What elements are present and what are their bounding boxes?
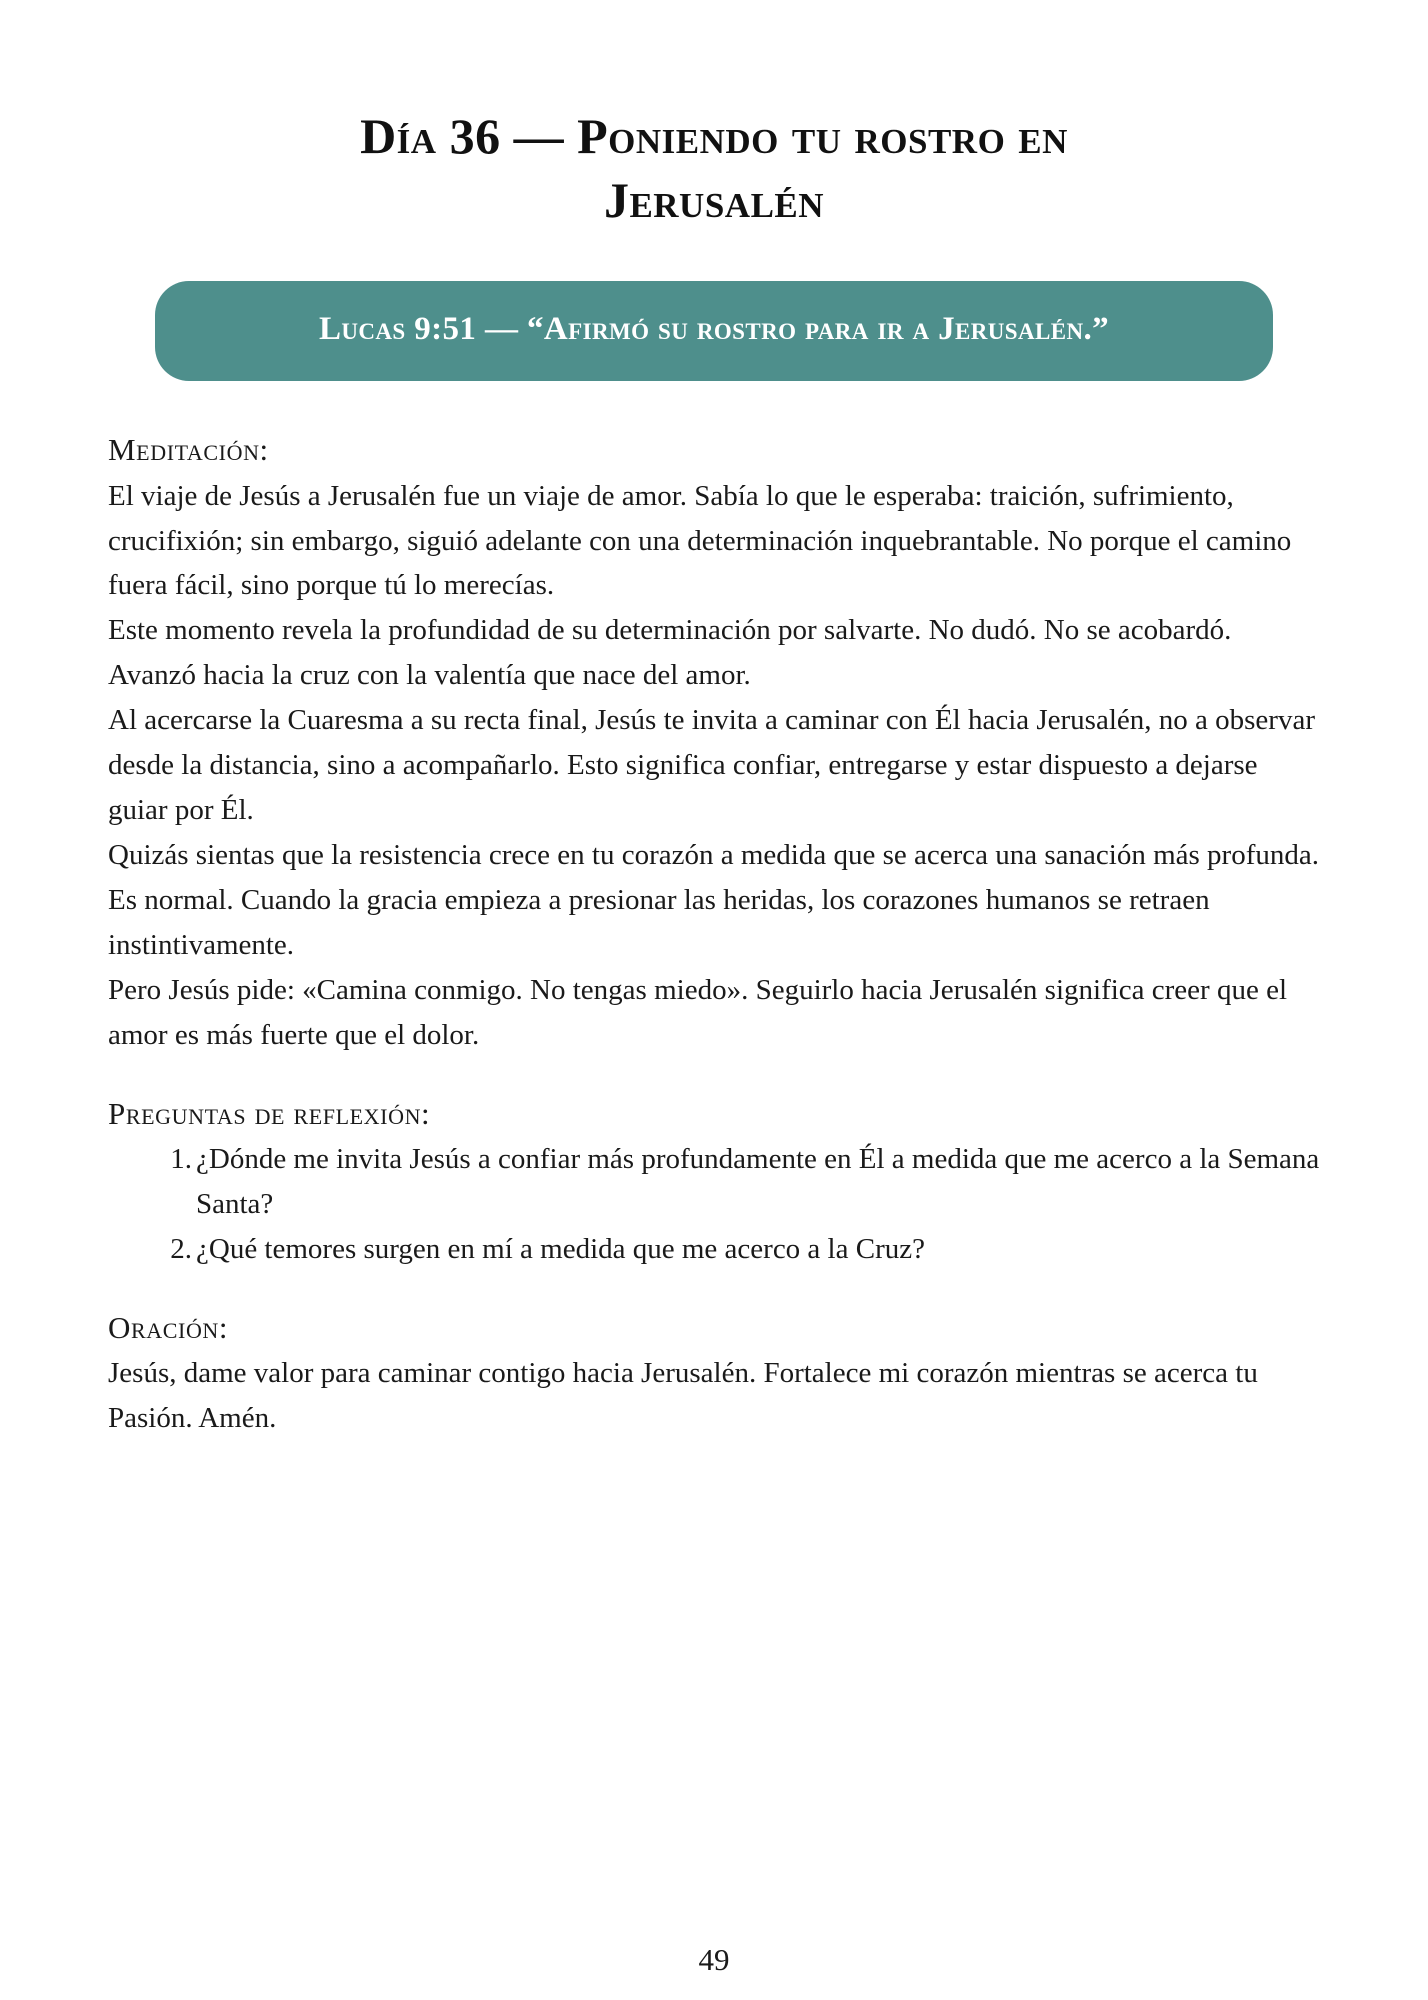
verse-callout-text: Lucas 9:51 — “Afirmó su rostro para ir a Jerusalén.” <box>318 311 1110 347</box>
page-title-line-2: Jerusalén <box>603 172 825 228</box>
prayer-heading: Oración: <box>108 1310 229 1345</box>
verse-callout-box <box>155 281 1273 381</box>
page-title <box>0 0 1428 232</box>
verse-callout-wrapper <box>0 232 1428 381</box>
meditation-section <box>108 428 1320 1058</box>
meditation-heading: Meditación: <box>108 432 269 468</box>
reflection-section <box>108 1092 1320 1272</box>
meditation-paragraph-3: Al acercarse la Cuaresma a su recta final, Jesús te invita a caminar con Él hacia Jerusalén, no a observar desde la distancia, sino a acompañarlo. Esto significa confiar, entregarse y estar dispuesto a dejarse guiar por Él. <box>108 704 1315 827</box>
page-title-line-1: Día 36 — Poniendo tu rostro en <box>360 108 1068 164</box>
reflection-heading: Preguntas de reflexión: <box>108 1095 431 1131</box>
section-spacer-1 <box>108 1058 1320 1092</box>
list-item: ¿Dónde me invita Jesús a confiar más profundamente en Él a medida que me acerco a la Semana Santa? <box>196 1143 1320 1221</box>
meditation-paragraph-5: Pero Jesús pide: «Camina conmigo. No tengas miedo». Seguirlo hacia Jerusalén significa creer que el amor es más fuerte que el dolor. <box>108 973 1288 1051</box>
reflection-question-list <box>108 1137 1320 1272</box>
prayer-text: Jesús, dame valor para caminar contigo hacia Jerusalén. Fortalece mi corazón mientras se acerca tu Pasión. Amén. <box>108 1357 1258 1435</box>
meditation-paragraph-2: Este momento revela la profundidad de su determinación por salvarte. No dudó. No se acobardó. Avanzó hacia la cruz con la valentía que nace del amor. <box>108 614 1232 692</box>
list-item: ¿Qué temores surgen en mí a medida que me acerco a la Cruz? <box>196 1233 925 1266</box>
meditation-paragraph-4: Quizás sientas que la resistencia crece en tu corazón a medida que se acerca una sanación más profunda. Es normal. Cuando la gracia empieza a presionar las heridas, los corazones humanos se retraen instintivamente. <box>108 839 1319 961</box>
page-content <box>0 381 1428 1441</box>
section-spacer-2 <box>108 1272 1320 1306</box>
prayer-section <box>108 1306 1320 1441</box>
meditation-paragraph-1: El viaje de Jesús a Jerusalén fue un viaje de amor. Sabía lo que le esperaba: traición, sufrimiento, crucifixión; sin embargo, siguió adelante con una determinación inquebrantable. No porque el camino fuera fácil, sino porque tú lo merecías. <box>108 479 1292 602</box>
page-number: 49 <box>698 1942 730 1977</box>
